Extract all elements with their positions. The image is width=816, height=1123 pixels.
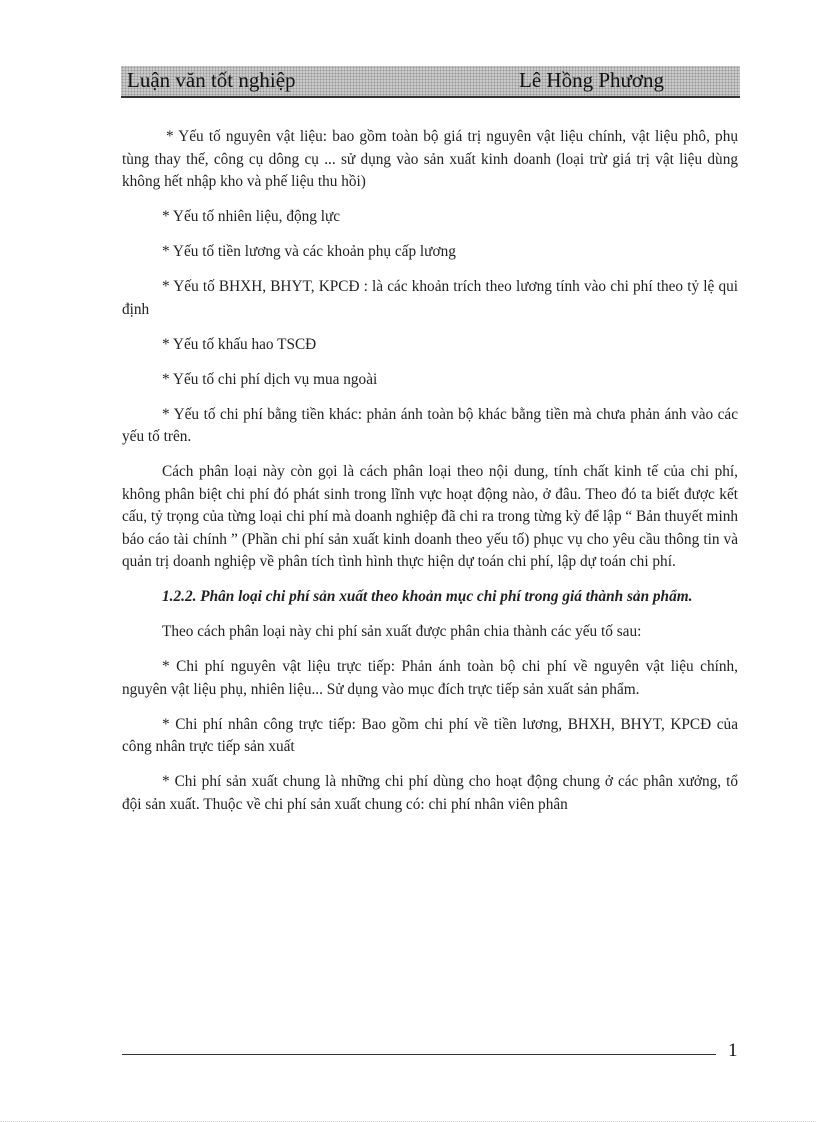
paragraph-outsourced-services: * Yếu tố chi phí dịch vụ mua ngoài — [162, 370, 378, 388]
paragraph-other-cash-costs: * Yếu tố chi phí bằng tiền khác: phản ánh toàn bộ khác bằng tiền mà chưa phản ánh vào các yếu tố trên. — [122, 405, 738, 445]
paragraph-depreciation: * Yếu tố khấu hao TSCĐ — [162, 335, 317, 353]
paragraph-wages: * Yếu tố tiền lương và các khoản phụ cấp lương — [162, 243, 456, 260]
document-body — [122, 126, 738, 829]
section-heading-1-2-2: 1.2.2. Phân loại chi phí sản xuất theo khoản mục chi phí trong giá thành sản phẩm. — [162, 588, 693, 605]
header-thesis-title: Luận văn tốt nghiệp — [127, 68, 296, 92]
paragraph-direct-labor: * Chi phí nhân công trực tiếp: Bao gồm chi phí về tiền lương, BHXH, BHYT, KPCĐ của công nhân trực tiếp sản xuất — [122, 715, 738, 755]
footer-rule — [122, 1054, 716, 1055]
paragraph-overhead: * Chi phí sản xuất chung là những chi phí dùng cho hoạt động chung ở các phân xưởng, tổ đội sản xuất. Thuộc về chi phí sản xuất chung có: chi phí nhân viên phân — [122, 773, 738, 813]
page-edge-divider — [0, 1121, 816, 1122]
header-author-name: Lê Hồng Phương — [519, 68, 664, 92]
paragraph-insurance: * Yếu tố BHXH, BHYT, KPCĐ : là các khoản trích theo lương tính vào chi phí theo tỷ lệ qui định — [122, 278, 738, 318]
paragraph-fuel: * Yếu tố nhiên liệu, động lực — [162, 208, 341, 225]
paragraph-classification-explanation: Cách phân loại này còn gọi là cách phân loại theo nội dung, tính chất kinh tế của chi phí, không phân biệt chi phí đó phát sinh trong lĩnh vực hoạt động nào, ở đâu. Theo đó ta biết được kết cấu, tỷ trọng của từng loại chi phí mà doanh nghiệp đã chi ra trong từng kỳ để lập “ Bản thuyết minh báo cáo tài chính ” (Phần chi phí sản xuất kinh doanh theo yếu tố) phục vụ cho yêu cầu thông tin và quản trị doanh nghiệp về phân tích tình hình thực hiện dự toán chi phí, lập dự toán chi phí. — [122, 463, 738, 570]
paragraph-classification-intro: Theo cách phân loại này chi phí sản xuất được phân chia thành các yếu tố sau: — [162, 623, 642, 640]
paragraph-raw-materials: * Yếu tố nguyên vật liệu: bao gồm toàn bộ giá trị nguyên vật liệu chính, vật liệu phô, phụ tùng thay thế, công cụ dông cụ ... sử dụng vào sản xuất kinh doanh (loại trừ giá trị vật liệu dùng không hết nhập kho và phế liệu thu hồi) — [122, 128, 738, 190]
page-number: 1 — [728, 1040, 738, 1061]
paragraph-direct-materials: * Chi phí nguyên vật liệu trực tiếp: Phản ánh toàn bộ chi phí về nguyên vật liệu chính, nguyên vật liệu phụ, nhiên liệu... Sử dụng vào mục đích trực tiếp sản xuất sản phẩm. — [122, 658, 738, 698]
page-header — [121, 66, 740, 98]
